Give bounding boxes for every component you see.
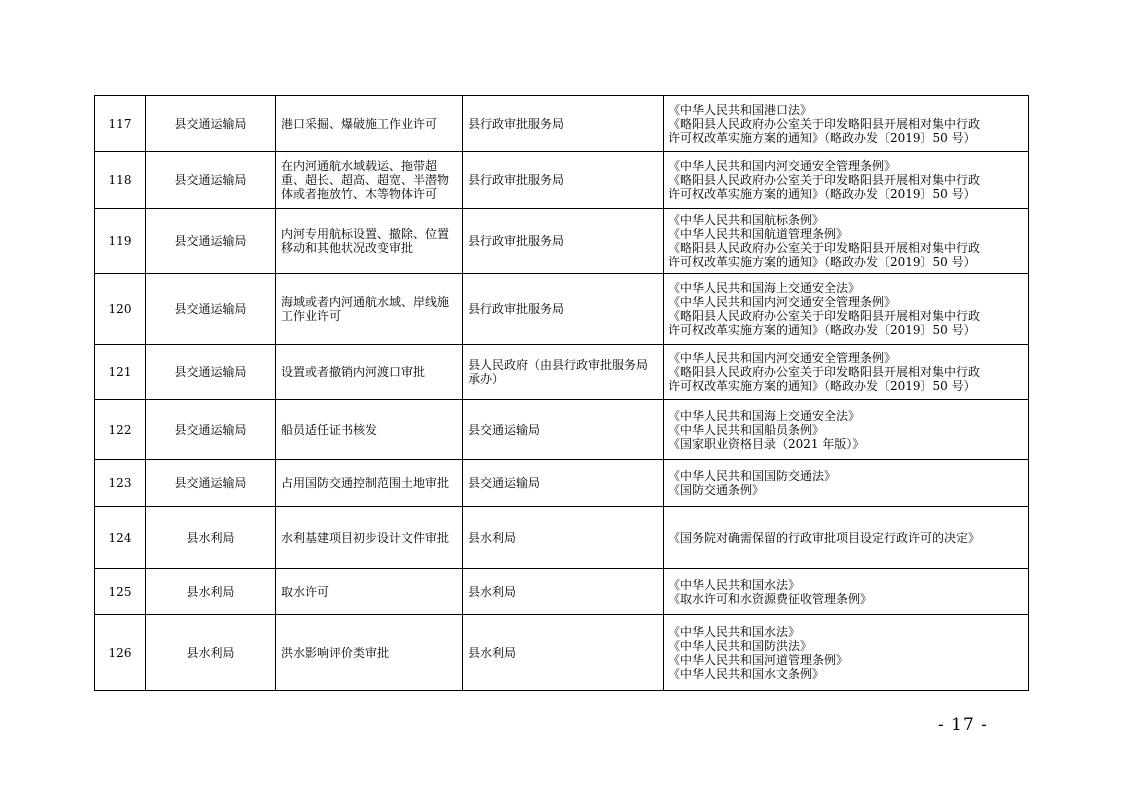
legal-basis-cell	[664, 209, 1029, 274]
department-cell: 县水利局	[146, 569, 276, 615]
table-row	[95, 345, 1029, 400]
approval-item-cell: 内河专用航标设置、撤除、位置移动和其他状况改变审批	[276, 209, 463, 274]
implementing-authority-cell: 县行政审批服务局	[463, 209, 664, 274]
row-number-cell: 123	[95, 460, 146, 507]
legal-basis-line: 《取水许可和水资源费征收管理条例》	[668, 591, 873, 606]
implementing-authority-cell: 县交通运输局	[463, 400, 664, 460]
legal-basis-line: 《略阳县人民政府办公室关于印发略阳县开展相对集中行政	[668, 365, 981, 379]
legal-basis-line: 《中华人民共和国内河交通安全管理条例》	[668, 295, 897, 309]
approval-item-cell: 水利基建项目初步设计文件审批	[276, 507, 463, 569]
implementing-authority-cell: 县行政审批服务局	[463, 274, 664, 345]
implementing-authority-cell: 县行政审批服务局	[463, 96, 664, 152]
legal-basis-line: 《略阳县人民政府办公室关于印发略阳县开展相对集中行政	[668, 309, 981, 323]
legal-basis-cell	[664, 152, 1029, 209]
legal-basis-line: 《国防交通条例》	[668, 483, 765, 497]
approval-item-cell: 设置或者撤销内河渡口审批	[276, 345, 463, 400]
row-number-cell: 124	[95, 507, 146, 569]
row-number-cell: 117	[95, 96, 146, 152]
legal-basis-line: 《中华人民共和国水法》	[668, 577, 801, 592]
approval-item-cell: 取水许可	[276, 569, 463, 615]
legal-basis-line: 《中华人民共和国河道管理条例》	[668, 652, 849, 667]
department-cell: 县交通运输局	[146, 345, 276, 400]
legal-basis-line: 《中华人民共和国航标条例》	[668, 213, 825, 227]
implementing-authority-cell: 县水利局	[463, 615, 664, 691]
legal-basis-line: 《略阳县人民政府办公室关于印发略阳县开展相对集中行政	[668, 241, 981, 255]
approval-item-cell: 港口采掘、爆破施工作业许可	[276, 96, 463, 152]
legal-basis-line: 《中华人民共和国航道管理条例》	[668, 227, 849, 241]
legal-basis-line: 许可权改革实施方案的通知》（略政办发〔2019〕50 号）	[668, 379, 976, 393]
approval-item-cell: 在内河通航水域载运、拖带超重、超长、超高、超宽、半潜物体或者拖放竹、木等物体许可	[276, 152, 463, 209]
legal-basis-line: 《中华人民共和国国防交通法》	[668, 469, 837, 483]
department-cell: 县交通运输局	[146, 400, 276, 460]
approval-items-table	[94, 95, 1029, 691]
table-row	[95, 507, 1029, 569]
department-cell: 县水利局	[146, 507, 276, 569]
legal-basis-line: 《中华人民共和国水文条例》	[668, 666, 825, 681]
legal-basis-line: 《国家职业资格目录（2021 年版）》	[668, 436, 865, 451]
legal-basis-cell	[664, 96, 1029, 152]
legal-basis-cell	[664, 460, 1029, 507]
department-cell: 县水利局	[146, 615, 276, 691]
legal-basis-line: 《中华人民共和国海上交通安全法》	[668, 408, 861, 423]
legal-basis-line: 《中华人民共和国内河交通安全管理条例》	[668, 351, 897, 365]
page-number: - 17 -	[938, 715, 988, 735]
table-row	[95, 400, 1029, 460]
legal-basis-line: 《中华人民共和国海上交通安全法》	[668, 281, 861, 295]
table-row	[95, 274, 1029, 345]
table-body	[95, 96, 1029, 691]
legal-basis-line: 《略阳县人民政府办公室关于印发略阳县开展相对集中行政	[668, 173, 981, 187]
department-cell: 县交通运输局	[146, 209, 276, 274]
legal-basis-line: 许可权改革实施方案的通知》（略政办发〔2019〕50 号）	[668, 130, 976, 145]
table-row	[95, 615, 1029, 691]
implementing-authority-cell: 县交通运输局	[463, 460, 664, 507]
row-number-cell: 118	[95, 152, 146, 209]
department-cell: 县交通运输局	[146, 96, 276, 152]
legal-basis-cell	[664, 400, 1029, 460]
row-number-cell: 122	[95, 400, 146, 460]
table-row	[95, 96, 1029, 152]
legal-basis-line: 《中华人民共和国水法》	[668, 624, 801, 639]
implementing-authority-cell: 县行政审批服务局	[463, 152, 664, 209]
department-cell: 县交通运输局	[146, 274, 276, 345]
table-row	[95, 152, 1029, 209]
legal-basis-line: 《国务院对确需保留的行政审批项目设定行政许可的决定》	[668, 530, 981, 545]
legal-basis-cell	[664, 615, 1029, 691]
approval-item-cell: 洪水影响评价类审批	[276, 615, 463, 691]
legal-basis-line: 许可权改革实施方案的通知》（略政办发〔2019〕50 号）	[668, 323, 976, 337]
legal-basis-line: 许可权改革实施方案的通知》（略政办发〔2019〕50 号）	[668, 255, 976, 269]
row-number-cell: 126	[95, 615, 146, 691]
row-number-cell: 119	[95, 209, 146, 274]
row-number-cell: 121	[95, 345, 146, 400]
row-number-cell: 120	[95, 274, 146, 345]
legal-basis-line: 《中华人民共和国港口法》	[668, 102, 813, 117]
legal-basis-line: 《中华人民共和国防洪法》	[668, 638, 813, 653]
implementing-authority-cell: 县人民政府（由县行政审批服务局承办）	[463, 345, 664, 400]
approval-item-cell: 海域或者内河通航水域、岸线施工作业许可	[276, 274, 463, 345]
table-row	[95, 209, 1029, 274]
implementing-authority-cell: 县水利局	[463, 507, 664, 569]
row-number-cell: 125	[95, 569, 146, 615]
legal-basis-cell	[664, 569, 1029, 615]
approval-item-cell: 船员适任证书核发	[276, 400, 463, 460]
table-row	[95, 460, 1029, 507]
department-cell: 县交通运输局	[146, 460, 276, 507]
legal-basis-cell	[664, 507, 1029, 569]
table-row	[95, 569, 1029, 615]
approval-item-cell: 占用国防交通控制范围土地审批	[276, 460, 463, 507]
legal-basis-cell	[664, 274, 1029, 345]
implementing-authority-cell: 县水利局	[463, 569, 664, 615]
legal-basis-line: 许可权改革实施方案的通知》（略政办发〔2019〕50 号）	[668, 187, 976, 201]
legal-basis-line: 《中华人民共和国内河交通安全管理条例》	[668, 159, 897, 173]
legal-basis-cell	[664, 345, 1029, 400]
legal-basis-line: 《中华人民共和国船员条例》	[668, 422, 825, 437]
legal-basis-line: 《略阳县人民政府办公室关于印发略阳县开展相对集中行政	[668, 116, 981, 131]
department-cell: 县交通运输局	[146, 152, 276, 209]
